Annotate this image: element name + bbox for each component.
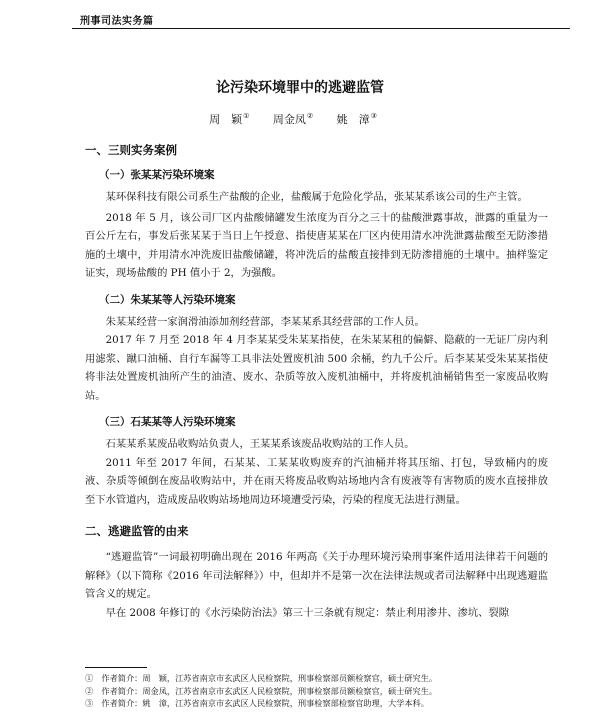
author-name: 周金凤 xyxy=(272,113,306,126)
footnote: ② 作者简介：周金凤，江苏省南京市玄武区人民检察院，刑事检察部员额检察官，硕士研究生。 xyxy=(85,685,438,696)
paragraph: 2017 年 7 月至 2018 年 4 月李某某受朱某某指使，在朱某某租的偏僻、隐蔽的一无证厂房内利用滤浆、蹴口油桶、自行车漏等工具非法处置废机油 500 余桶，约九千公斤。后李某某受朱某某指使将非法处置废机油所产生的油渣、废水、杂质等放入废机油桶中，并将废机油桶销售至一家废品收购站。 xyxy=(85,334,548,402)
subsection-heading: （三）石某某等人污染环境案 xyxy=(99,416,236,428)
footnote-mark[interactable]: ② xyxy=(306,112,314,121)
running-head: 刑事司法实务篇 xyxy=(80,16,154,27)
paragraph: 朱某某经营一家润滑油添加剂经营部，李某某系其经营部的工作人员。 xyxy=(105,315,425,328)
author-name: 姚 漳 xyxy=(336,113,370,126)
footnote-mark[interactable]: ③ xyxy=(370,112,377,121)
footnote-rule xyxy=(85,667,147,668)
subsection-heading: （二）朱某某等人污染环境案 xyxy=(99,293,236,306)
author-line xyxy=(0,111,600,127)
footnote: ③ 作者简介：姚 漳，江苏省南京市玄武区人民检察院，刑事检察部检察官助理，大学本科。 xyxy=(85,698,429,708)
paragraph: 石某某系某废品收购站负责人，王某某系该废品收购站的工作人员。 xyxy=(105,438,415,450)
paragraph: 2011 年至 2017 年间，石某某、工某某收购废弃的汽油桶并将其压缩、打包，导致桶内的废液、杂质等倾倒在废品收购站中，并在雨天将废品收购站场地内含有废液等有害物质的废水直接排放至下水管道内，造成废品收购站场地周边环境遭受污染，污染的程度无法进行测量。 xyxy=(85,456,548,506)
paragraph: 某环保科技有限公司系生产盐酸的企业，盐酸属于危险化学品，张某某系该公司的生产主管。 xyxy=(105,191,528,203)
paragraph: 早在 2008 年修订的《水污染防治法》第三十三条就有规定：禁止利用渗井、渗坑、裂隙 xyxy=(105,606,510,619)
footnote-mark[interactable]: ① xyxy=(243,112,250,121)
paragraph: 2018 年 5 月，该公司厂区内盐酸储罐发生浓度为百分之三十的盐酸泄露事故，泄露的重量为一百公斤左右，事发后张某某于当日上午授意、指使唐某某在厂区内使用清水冲洗泄露盐酸至无防渗措施的土壤中，并用清水冲洗废旧盐酸储罐，将冲洗后的盐酸直接排到无防渗措施的土壤中。抽样鉴定证实，现场盐酸的 PH 值小于 2，为强酸。 xyxy=(85,211,548,279)
footnotes xyxy=(85,667,556,710)
section-heading: 一、三则实务案例 xyxy=(85,143,177,157)
footnote: ① 作者简介：周 颖，江苏省南京市玄武区人民检察院，刑事检察部员额检察官，硕士研究生。 xyxy=(85,673,438,683)
paragraph: “逃避监管”一词最初明确出现在 2016 年两高《关于办理环境污染刑事案件适用法律若干问题的解释》（以下简称《2016 年司法解释》）中，但却并不是第一次在法律法规或者司法解释中出现逃避监管含义的规定。 xyxy=(85,551,548,600)
subsection-heading: （一）张某某污染环境案 xyxy=(99,169,215,181)
header-rule xyxy=(72,28,570,29)
section-heading: 二、逃避监管的由来 xyxy=(85,524,189,538)
article-title: 论污染环境罪中的逃避监管 xyxy=(216,80,384,96)
article-body xyxy=(85,142,548,622)
author-name: 周 颖 xyxy=(209,113,243,126)
